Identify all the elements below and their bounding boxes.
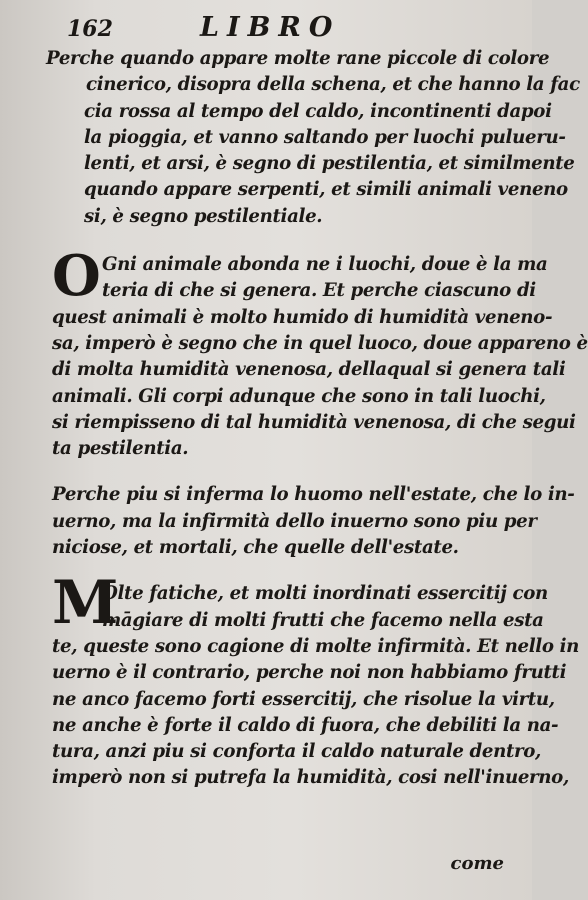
- text-line: la pioggia, et vanno saltando per luochi pulueru-: [84, 126, 566, 148]
- text-line: ne anche è forte il caldo di fuora, che debiliti la na-: [52, 714, 559, 736]
- text-line: si riempisseno di tal humidità venenosa, di che segui: [52, 411, 576, 433]
- running-head: LIBRO: [200, 12, 341, 43]
- text-line: imperò non si putrefa la humidità, cosi nell'inuerno,: [52, 767, 569, 789]
- text-line: cia rossa al tempo del caldo, incontinenti dapoi: [84, 100, 552, 122]
- text-line: cinerico, disopra della schena, et che hanno la fac: [86, 74, 580, 96]
- text-line: tura, anzi piu si conforta il caldo naturale dentro,: [52, 741, 542, 763]
- text-line: ta pestilentia.: [52, 438, 189, 460]
- text-line: Olte fatiche, et molti inordinati essercitij con: [102, 583, 548, 605]
- text-line: quando appare serpenti, et simili animali veneno: [84, 179, 568, 201]
- drop-cap-m: M: [52, 568, 119, 639]
- text-line: sa, imperò è segno che in quel luoco, doue appareno è: [52, 332, 588, 354]
- paragraph-3: [52, 482, 575, 561]
- text-line: di molta humidità venenosa, dellaqual si genera tali: [52, 359, 566, 381]
- text-line: si, è segno pestilentiale.: [84, 205, 323, 227]
- text-line: Gni animale abonda ne i luochi, doue è la ma: [102, 254, 548, 276]
- page-header: [52, 10, 514, 46]
- text-line: niciose, et mortali, che quelle dell'estate.: [52, 537, 459, 559]
- paragraph-2: [52, 243, 588, 462]
- text-line: lenti, et arsi, è segno di pestilentia, et similmente: [84, 153, 575, 175]
- text-line: te, queste sono cagione di molte infirmità. Et nello in: [52, 635, 580, 657]
- text-line: uerno, ma la infirmità dello inuerno sono piu per: [52, 510, 537, 532]
- catchword: come: [450, 853, 504, 874]
- text-line: quest animali è molto humido di humidità veneno-: [52, 306, 553, 328]
- text-line: uerno è il contrario, perche noi non habbiamo frutti: [52, 662, 567, 684]
- drop-cap-o: O: [52, 243, 101, 310]
- text-line: animali. Gli corpi adunque che sono in tali luochi,: [52, 385, 546, 407]
- text-line: ne anco facemo forti essercitij, che risolue la virtu,: [52, 688, 555, 710]
- text-line: māgiare di molti frutti che facemo nella esta: [102, 609, 544, 631]
- page-number: 162: [67, 16, 113, 42]
- paragraph-1: [46, 46, 580, 230]
- text-line: Perche quando appare molte rane piccole di colore: [46, 48, 550, 69]
- paragraph-4: [52, 568, 580, 791]
- text-line: teria di che si genera. Et perche ciascuno di: [102, 280, 536, 302]
- text-line: Perche piu si inferma lo huomo nell'estate, che lo in-: [52, 484, 575, 506]
